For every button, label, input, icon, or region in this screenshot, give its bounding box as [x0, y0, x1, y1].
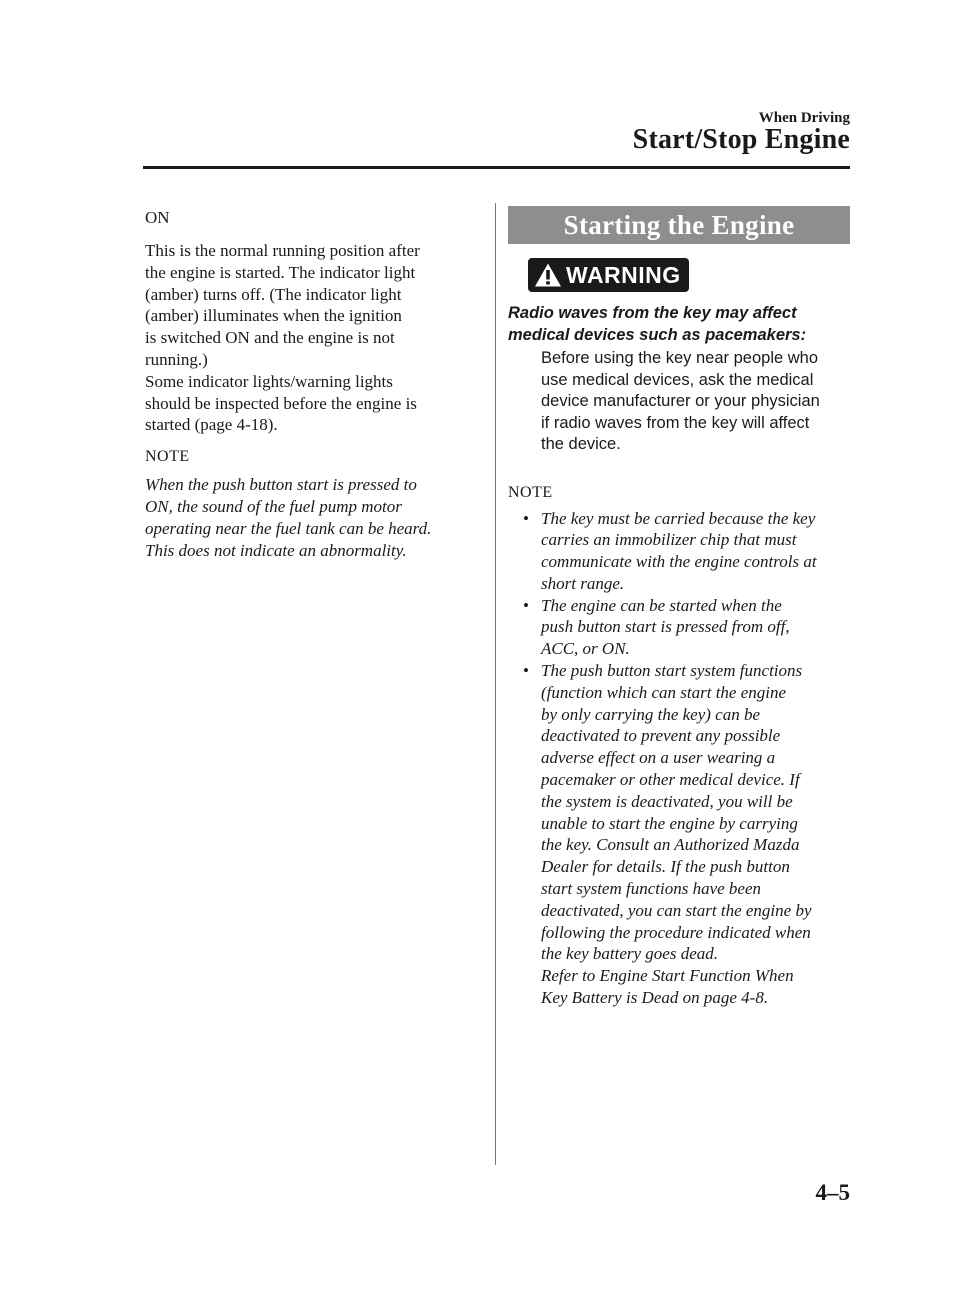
text-line: unable to start the engine by carrying	[541, 813, 798, 833]
text-line: pacemaker or other medical device. If	[541, 770, 800, 790]
text-line: if radio waves from the key will affect	[541, 413, 810, 432]
text-line: the key battery goes dead.	[541, 944, 719, 964]
text-line: ON, the sound of the fuel pump motor	[145, 496, 402, 516]
text-line: Some indicator lights/warning lights	[145, 371, 393, 391]
text-line: The key must be carried because the key	[541, 508, 816, 528]
text-line: ACC, or ON.	[541, 639, 630, 659]
text-line: This does not indicate an abnormality.	[145, 540, 407, 560]
text-line: the device.	[541, 435, 621, 453]
note-label: NOTE	[145, 448, 190, 466]
bullet-icon: •	[523, 508, 529, 528]
bullet-icon: •	[523, 595, 529, 615]
text-line: operating near the fuel tank can be heard.	[145, 518, 432, 538]
note-label: NOTE	[508, 483, 553, 501]
note-list	[508, 508, 853, 1009]
warning-badge	[528, 258, 689, 292]
text-line: device manufacturer or your physician	[541, 392, 820, 410]
bullet-icon: •	[523, 661, 529, 681]
text-line: started (page 4-18).	[145, 415, 278, 435]
warning-title	[508, 303, 853, 346]
column-divider	[495, 203, 496, 1165]
text-line: the engine is started. The indicator light	[145, 262, 416, 282]
text-line: The push button start system functions	[541, 661, 803, 681]
section-title-bar: Starting the Engine	[508, 206, 850, 244]
warning-label: WARNING	[566, 261, 681, 288]
text-line: start system functions have been	[541, 879, 762, 899]
text-line: the key. Consult an Authorized Mazda	[541, 835, 800, 855]
text-line: Dealer for details. If the push button	[541, 857, 790, 877]
text-line: should be inspected before the engine is	[145, 393, 417, 413]
text-line: (amber) turns off. (The indicator light	[145, 284, 402, 304]
text-line: deactivated, you can start the engine by	[541, 900, 812, 920]
text-line: by only carrying the key) can be	[541, 704, 761, 724]
left-column	[145, 206, 475, 561]
text-line: push button start is pressed from off,	[541, 617, 790, 637]
text-line: following the procedure indicated when	[541, 922, 811, 942]
header-section-title: Start/Stop Engine	[632, 124, 850, 155]
on-heading: ON	[145, 208, 170, 227]
text-line: Key Battery is Dead on page 4-8.	[541, 988, 769, 1008]
text-line: Radio waves from the key may affect	[508, 304, 797, 322]
text-line: use medical devices, ask the medical	[541, 370, 814, 389]
header-section-label: When Driving	[758, 110, 850, 126]
header-divider	[143, 166, 850, 169]
text-line: carries an immobilizer chip that must	[541, 530, 797, 550]
exclamation-triangle-icon	[534, 262, 562, 288]
text-line: running.)	[145, 349, 208, 369]
text-line: (amber) illuminates when the ignition	[145, 306, 402, 326]
text-line: When the push button start is pressed to	[145, 475, 417, 495]
list-item	[508, 660, 853, 1009]
right-column	[508, 206, 853, 1009]
text-line: The engine can be started when the	[541, 595, 782, 615]
text-line: deactivated to prevent any possible	[541, 726, 781, 746]
text-line: is switched ON and the engine is not	[145, 328, 395, 348]
warning-body	[541, 348, 853, 456]
text-line: the system is deactivated, you will be	[541, 791, 793, 811]
text-line: (function which can start the engine	[541, 682, 787, 702]
note-text	[145, 474, 475, 561]
text-line: This is the normal running position after	[145, 241, 420, 260]
text-line: medical devices such as pacemakers:	[508, 325, 807, 344]
text-line: Before using the key near people who	[541, 349, 819, 367]
list-item	[508, 508, 853, 595]
text-line: communicate with the engine controls at	[541, 552, 817, 572]
text-line: adverse effect on a user wearing a	[541, 748, 776, 768]
list-item	[508, 595, 853, 660]
on-description	[145, 240, 475, 436]
page-number: 4–5	[815, 1180, 850, 1205]
text-line: Refer to Engine Start Function When	[541, 966, 794, 986]
text-line: short range.	[541, 573, 625, 593]
